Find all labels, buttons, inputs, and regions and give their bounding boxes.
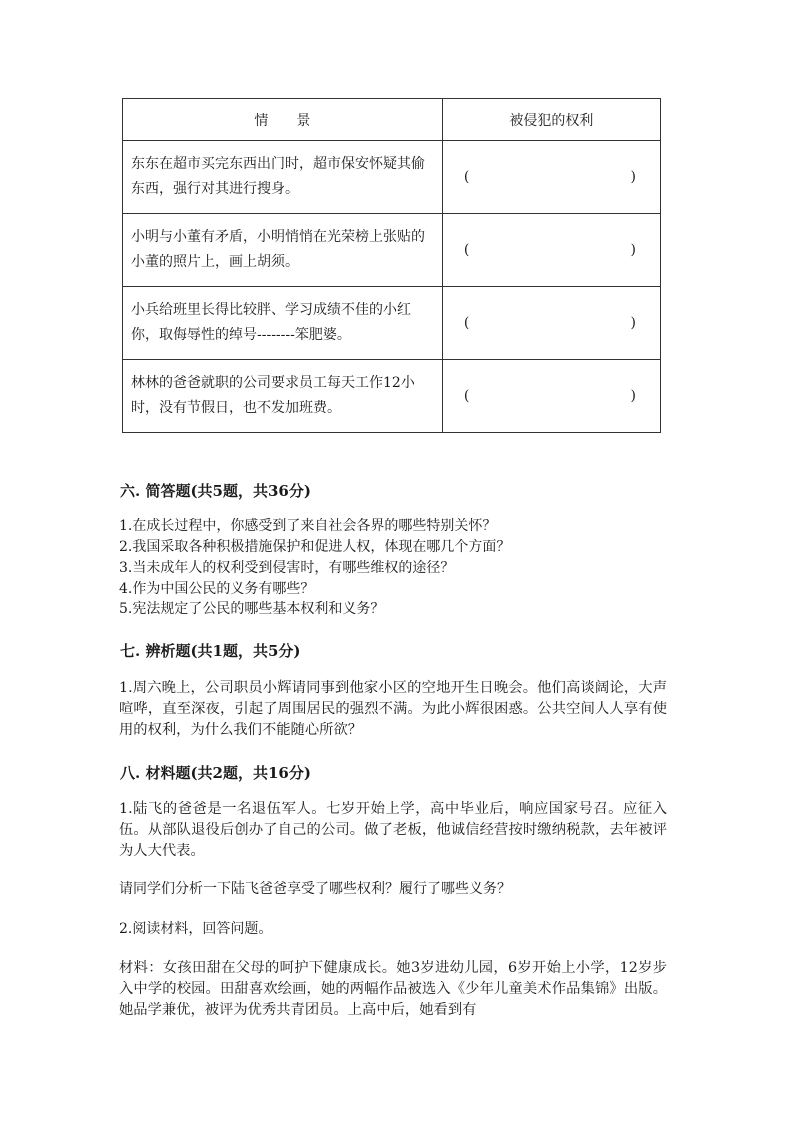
close-paren: ) [630, 315, 636, 331]
close-paren: ) [630, 242, 636, 258]
header-scene: 情 景 [123, 99, 443, 141]
open-paren: ( [463, 388, 470, 404]
close-paren: ) [630, 388, 636, 404]
open-paren: ( [463, 315, 470, 331]
table-row [123, 214, 661, 287]
scene-text: 小明与小董有矛盾，小明悄悄在光荣榜上张贴的小董的照片上，画上胡须。 [123, 214, 443, 287]
question-line: 2.我国采取各种积极措施保护和促进人权，体现在哪几个方面？ [119, 539, 511, 555]
answer-blank[interactable] [442, 287, 660, 360]
table-row [123, 360, 661, 433]
question-line: 4.作为中国公民的义务有哪些？ [119, 581, 315, 597]
table-header-row [123, 99, 661, 141]
table-row [123, 141, 661, 214]
open-paren: ( [463, 169, 470, 185]
section-8-title: 八. 材料题(共2题，共16分) [120, 764, 311, 782]
section-7-title: 七. 辨析题(共1题，共5分) [120, 642, 301, 660]
question-paragraph: 1.周六晚上，公司职员小辉请同事到他家小区的空地开生日晚会。他们高谈阔论，大声喧哗，直至深夜，引起了周围居民的强烈不满。为此小辉很困惑。公共空间人人享有使用的权利，为什么我们不能随心所欲？ [119, 680, 667, 738]
answer-blank[interactable] [442, 214, 660, 287]
scene-text: 林林的爸爸就职的公司要求员工每天工作12小时，没有节假日，也不发加班费。 [123, 360, 443, 433]
question-line: 1.在成长过程中，你感受到了来自社会各界的哪些特别关怀？ [119, 518, 497, 534]
rights-table [122, 98, 661, 433]
question-line: 5.宪法规定了公民的哪些基本权利和义务？ [119, 601, 385, 617]
question-line: 2.阅读材料，回答问题。 [119, 921, 273, 937]
material-paragraph: 材料：女孩田甜在父母的呵护下健康成长。她3岁进幼儿园，6岁开始上小学，12岁步入中学的校园。田甜喜欢绘画，她的两幅作品被选入《少年儿童美术作品集锦》出版。她品学兼优，被评为优秀共青团员。上高中后，她看到有 [119, 960, 667, 1018]
answer-blank[interactable] [442, 141, 660, 214]
question-line: 3.当未成年人的权利受到侵害时，有哪些维权的途径？ [119, 560, 455, 576]
answer-blank[interactable] [442, 360, 660, 433]
scene-text: 小兵给班里长得比较胖、学习成绩不佳的小红你，取侮辱性的绰号--------笨肥婆。 [123, 287, 443, 360]
section-6-title: 六. 简答题(共5题，共36分) [120, 482, 311, 500]
question-paragraph: 1.陆飞的爸爸是一名退伍军人。七岁开始上学，高中毕业后，响应国家号召。应征入伍。从部队退役后创办了自己的公司。做了老板，他诚信经营按时缴纳税款，去年被评为人大代表。 [119, 801, 667, 859]
close-paren: ) [630, 169, 636, 185]
header-violated-right: 被侵犯的权利 [442, 99, 660, 141]
scene-text: 东东在超市买完东西出门时，超市保安怀疑其偷东西，强行对其进行搜身。 [123, 141, 443, 214]
open-paren: ( [463, 242, 470, 258]
question-ask: 请同学们分析一下陆飞爸爸享受了哪些权利？履行了哪些义务？ [119, 881, 511, 897]
table-row [123, 287, 661, 360]
